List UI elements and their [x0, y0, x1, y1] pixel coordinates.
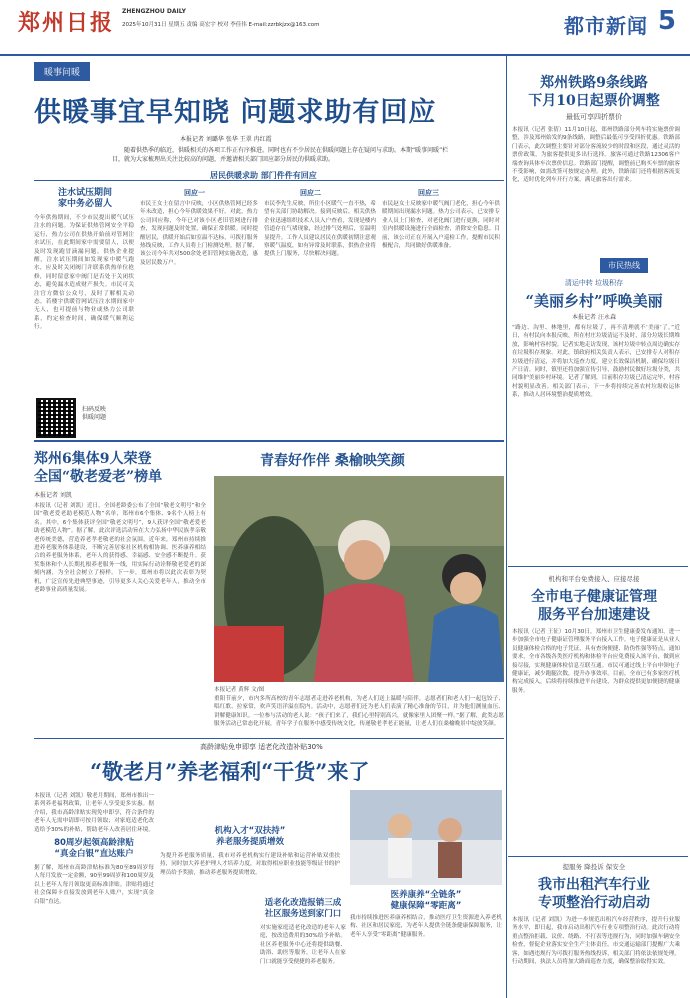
elderly-box-text: 据了解，郑州市高龄津贴标准为80至89周岁每人每月发放一定金额，90至99周岁和100周岁及以上老年人每月领取更高标准津贴。津贴将通过社会保障卡直接发放到老年人账户，实现“真金白银”直达。 [34, 865, 154, 905]
hotline-headline: “美丽乡村”呼唤美丽 [525, 292, 663, 310]
newspaper-logo: 郑州日报 [18, 10, 115, 36]
sidebar-text: 今年供热期间，不少市民提出暖气试压注水的问题。为保证供热管网安全平稳运行，热力公司在供热开始前对管网注水试压，在此期间家中需要留人，以便及时发现跑冒滴漏问题。供热企业提醒，注水试压期间如发现家中暖气跑水，应及时关闭阀门并联系供热单位抢修，同时留意家中阀门是否处于关闭状态，避免漏水造成财产损失。市民可关注官方微信公众号，及时了解相关动态。若楼宇供暖管网试压注水期间家中无人，也可提前与物业或热力公司联系，约定检查时间，确保暖气顺利运行。 [34, 215, 134, 331]
divider [508, 856, 688, 857]
elderly-photo [350, 790, 502, 885]
qa-text: 市民李先生反映，所住小区暖气一直不热，希望有关部门协助解决。接到反映后，相关供热企业迅速组织技术人员入户查看，发现是楼内管道存在气堵现象，经过排气处理后，室温明显提升。工作人员建议居民在供暖初期注意观察暖气温度，如有异常及时联系，供热企业将提供上门服务，尽快解决问题。 [264, 201, 376, 258]
photo-caption: 重阳节前夕，市内多所高校的青年志愿者走进养老机构，为老人们送上温暖与陪伴。志愿者们和老人们一起包饺子、唱红歌、拉家常，欢声笑语洋溢在院内。活动中，志愿者们还为老人们表演了精心准备的节目，并为他们测量血压、讲解健康知识。一位参与活动的老人说：“孩子们来了，我们心里特别高兴，就像家里人团聚一样。”据了解，此类志愿服务活动已常态化开展，青年学子在服务中感受传统文化，传递敬老孝老正能量，让老人们在桑榆晚景中绽放笑颜。 [214, 696, 504, 728]
elderly-kicker: 高龄津贴免申即享 适老化改造补贴30% [200, 743, 323, 751]
news-photo [214, 476, 504, 682]
photo-byline: 本报记者 黄辉 文/图 [214, 687, 265, 693]
rail-headline: 郑州铁路9条线路 下月10日起票价调整 [528, 75, 660, 109]
hotline-byline: 本报记者 汪永森 [572, 314, 616, 321]
qa-title: 回应二 [300, 189, 321, 197]
health-headline: 全市电子健康证管理 服务平台加速建设 [531, 589, 657, 623]
hotline-kicker: 清运中转 垃圾积存 [564, 279, 624, 287]
health-text: 本报讯（记者 王征）10月30日，郑州市卫生健康委发布通知，进一步加强全市电子健康证管理服务平台接入工作。电子健康证是从业人员健康体检合格的电子凭证，具有查询便捷、防伪性强等特点。通知要求，全市各级各类医疗机构和体检平台应免费接入该平台，做到应接尽接，实现健康体检信息互联互通。市民可通过线上平台申领电子健康证，减少跑腿次数，提升办事效率。目前，全市已有多家医疗机构完成接入，后续将持续推进平台建设，为群众提供更加便捷的健康服务。 [512, 629, 680, 694]
column-tag: 暖事问暖 [34, 62, 90, 81]
photo-headline: 青春好作伴 桑榆映笑颜 [260, 453, 405, 469]
hotline-text: “路边、沟里、林地里，都有垃圾了，再不清理就不‘美丽’了。”近日，有村民向本报反映，所在村庄垃圾清运不及时，部分垃圾长期堆放，影响村容村貌。记者实地走访发现，该村垃圾中转点周边确实存在垃圾积存现象。对此，镇政府相关负责人表示，已安排专人对积存垃圾进行清运，并将加大巡查力度，建立长效保洁机制，确保垃圾日产日清。同时，镇里还将加强宣传引导，鼓励村民做好垃圾分类，共同维护美丽乡村环境。记者了解到，目前积存垃圾已清运完毕，村容村貌明显改善。相关部门表示，下一步将持续完善农村垃圾收运体系，推动人居环境整治提质增效。 [512, 325, 680, 399]
image-caption-head: 医养康养“全链条” 健康保障“零距离” [390, 890, 462, 911]
qr-code-icon[interactable] [36, 398, 76, 438]
qa-text: 市民王女士在留言中反映，小区供热管网已经多年未改造，担心今年供暖效果不好。对此，热力公司回应称，今年已对该小区老旧管网进行排查，发现问题及时处置，确保正常供暖。同时提醒居民，供暖开始后如室温不达标，可拨打服务热线反映，工作人员将上门检测处理。据了解，该公司今年共对500余处老旧管网实施改造，惠及居民数万户。 [140, 201, 258, 266]
elderly-headline: “敬老月”养老福利“干货”来了 [90, 759, 370, 784]
taxi-headline: 我市出租汽车行业 专项整治行动启动 [538, 877, 650, 911]
column-rule [506, 56, 507, 998]
paper-name-en: ZHENGZHOU DAILY [122, 8, 186, 15]
image-caption-text: 我市持续推进医养康养相结合，推动医疗卫生资源进入养老机构、社区和居民家庭，为老年人提供全链条健康保障服务，让老年人享受“零距离”健康服务。 [350, 915, 502, 938]
qr-caption: 扫码反映 供暖问题 [82, 406, 107, 421]
elderly-box-head: 80周岁起领高龄津贴 “真金白银”直达账户 [54, 838, 134, 859]
divider [34, 180, 504, 181]
qa-title: 回应一 [184, 189, 205, 197]
taxi-text: 本报讯（记者 刘凯）为进一步规范出租汽车经营秩序，提升行业服务水平，即日起，我市启动出租汽车行业专项整治行动。此次行动将重点整治拒载、议价、绕路、不打表等违规行为，同时加强车辆安全检查，督促企业落实安全生产主体责任。市交通运输部门提醒广大乘客，如遇违规行为可拨打服务热线投诉，相关部门将依法依规处理。行动期间，执法人员将加大路面巡查力度，确保整治取得实效。 [512, 917, 680, 966]
divider [34, 440, 504, 442]
health-kicker: 机构和平台免费接入、应接尽接 [548, 575, 640, 583]
divider [34, 738, 504, 739]
rail-text: 本报讯（记者 张倩）11月10日起，郑州铁路部分列车将实施票价调整，涉及郑州始发的9条线路，调整后最低可享受四折优惠。铁路部门表示，此次调整主要针对部分客流较少的时段和区段，通过灵活的票价政策，为旅客提供更多出行选择。旅客可通过铁路12306客户端查询具体车次票价信息。铁路部门提醒，调整前已购买车票的旅客不受影响，如需改签可按规定办理。此外，铁路部门还将根据客流变化，适时优化列车开行方案，满足旅客出行需求。 [512, 127, 680, 184]
sidebar-head: 注水试压期间 家中务必留人 [57, 188, 112, 209]
page-number: 5 [657, 6, 676, 36]
lead-headline: 供暖事宜早知晓 问题求助有回应 [34, 97, 437, 128]
lead-intro: 随着供热季的临近，供暖相关的各项工作正有序推进。同时也有不少居民在供暖问题上存在疑问与求助。本期“暖事问暖”栏目，就为大家梳理出关注比较高的问题，并邀请相关部门回应部分居民的供暖求助。 [112, 147, 449, 163]
qa-title: 回应三 [418, 189, 439, 197]
honor-text: 本报讯（记者 刘凯）近日，全国老龄委公布了全国“敬老文明号”和全国“敬老爱老助老模范人物”名单，郑州市6个集体、9名个人榜上有名。其中，6个集体获评全国“敬老文明号”，9人获评全国“敬老爱老助老模范人物”。据了解，此次评选活动旨在大力弘扬中华民族孝亲敬老传统美德，营造养老孝老敬老的社会氛围。近年来，郑州市持续推进养老服务体系建设，不断完善居家社区机构相协调、医养康养相结合的养老服务体系，老年人的获得感、幸福感、安全感不断提升。获奖集体和个人长期扎根养老服务一线，用实际行动诠释敬老爱老的深刻内涵，为全社会树立了榜样。下一步，郑州市将以此次表彰为契机，广泛宣传先进典型事迹，引导更多人关心关爱老年人，推动全市老龄事业高质量发展。 [34, 503, 206, 594]
elderly-box-head: 适老化改造报销三成 社区服务送到家门口 [264, 898, 342, 919]
rail-subhead: 最低可享四折票价 [566, 113, 622, 121]
section-title: 都市新闻 [564, 14, 648, 38]
lead-subhead: 居民供暖求助 部门件件有回应 [210, 171, 317, 180]
honor-headline: 郑州6集体9人荣登 全国“敬老爱老”榜单 [34, 451, 163, 485]
elderly-box-text: 对实施家庭适老化改造的老年人家庭，按改造费用的30%给予补贴。社区养老服务中心还将提供助餐、助浴、助医等服务，让老年人在家门口就能享受便捷的养老服务。 [260, 925, 346, 965]
divider [508, 566, 688, 567]
elderly-box-head: 机构入才“双扶持” 养老服务提质增效 [214, 826, 286, 847]
taxi-kicker: 提服务 降投诉 保安全 [562, 863, 626, 871]
elderly-box-text: 为提升养老服务质量，我市对养老机构实行建设补贴和运营补贴双重扶持，同时加大养老护理人才培养力度，对取得相应职业技能等级证书的护理员给予奖励，推动养老服务提质增效。 [160, 853, 340, 876]
photo-illustration [214, 476, 504, 682]
honor-byline: 本报记者 刘凯 [34, 492, 72, 499]
date-line: 2025年10月31日 星期五 责编 高宏宇 校对 李佳伟 E-mail:zzrbkjzx@163.com [122, 22, 320, 28]
masthead [0, 0, 690, 56]
elderly-text: 本报讯（记者 刘凯）敬老月期间，郑州市推出一系列养老福利政策，让老年人享受更多实惠。据介绍，我市高龄津贴实现免申即享，符合条件的老年人无需申请即可按月领取；对家庭适老化改造给予30%的补贴，帮助老年人改善居住环境。 [34, 793, 154, 832]
hotline-badge: 市民热线 [600, 258, 648, 273]
qa-text: 市民赵女士反映家中暖气阀门老化，担心今年供暖期间出现漏水问题。热力公司表示，已安排专业人员上门检查，对老化阀门进行更换，同时对室内供暖设施进行全面检查，消除安全隐患。目前，该公司正在开展入户巡检工作，提醒市民积极配合，共同做好供暖准备。 [382, 201, 500, 250]
photo-illustration [350, 790, 502, 885]
lead-byline: 本报记者 刘璐华 张华 王翠 冉红霞 [180, 136, 272, 143]
